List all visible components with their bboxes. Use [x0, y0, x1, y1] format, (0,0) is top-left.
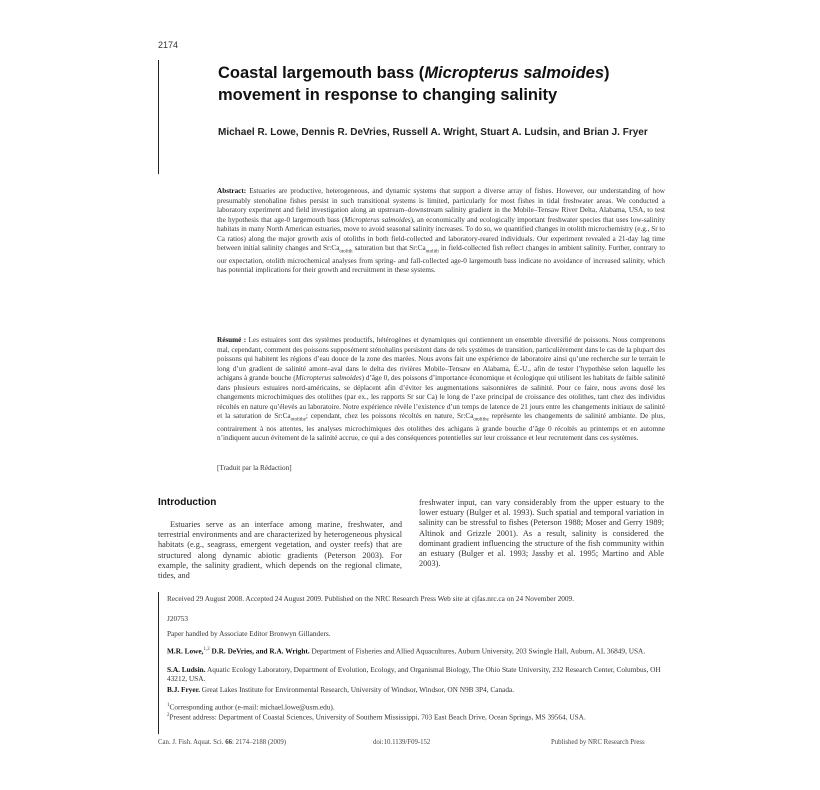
present-address — [167, 711, 665, 722]
manuscript-id: J20753 — [167, 614, 189, 623]
resume-sub-2: otolithe — [473, 417, 489, 423]
corr-sup: 1 — [167, 703, 170, 708]
title-species: Micropterus salmoides — [424, 64, 605, 82]
header-rule — [158, 60, 159, 174]
translation-note: [Traduit par la Rédaction] — [217, 464, 292, 472]
abstract-text-2: ), an economically and ecologically important freshwater species that uses low-salinity habitats in many North American estuaries, move to avoid seasonal salinity increases. To do so, we quantified changes in otolith microchemistry (e.g., Sr to Ca ratios) along the major growth axis of otoliths in both field-collected and laboratory-reared individuals. Our experiment revealed a 21-day lag time between initial salinity changes and Sr:Ca — [217, 215, 665, 252]
resume-text-4: représente les changements de salinité ambiante. De plus, contrairement à nos attentes, les analyses microchimiques des otolithes des achigans à grande bouche d’âge 0 récoltés au printemps et en automne n’indiquent aucun évitement de la salinité accrue, ce qui a des conséquences potentielles sur leur croissance et leur recrutement dans ces systèmes. — [217, 412, 665, 443]
present-sup: 2 — [167, 713, 170, 718]
journal-citation — [158, 739, 286, 746]
abstract-text-4: in field-collected fish reflect changes in ambient salinity. Further, contrary to our expectation, otolith microchemical analyses from spring- and fall-collected age-0 largemouth bass indicate no avoidance of increased salinity, which has potential implications for their growth and recruitment in these systems. — [217, 244, 665, 275]
aff2-text: Aquatic Ecology Laboratory, Department of Evolution, Ecology, and Organismal Biology, The Ohio State University, 232 Research Center, Columbus, OH 43212, USA. — [167, 665, 661, 684]
present-text: Present address: Department of Coastal Sciences, University of Southern Mississippi, 703 East Beach Drive, Ocean Springs, MS 39564, USA. — [169, 712, 586, 722]
author-list: Michael R. Lowe, Dennis R. DeVries, Russell A. Wright, Stuart A. Ludsin, and Brian J. Fryer — [218, 127, 648, 138]
received-dates: Received 29 August 2008. Accepted 24 August 2009. Published on the NRC Research Press Web site at cjfas.nrc.ca on 24 November 2009. — [167, 594, 575, 603]
aff1-sup: 1,2 — [203, 647, 210, 652]
page-number: 2174 — [158, 40, 179, 50]
resume-text-1: Les estuaires sont des systèmes productifs, hétérogènes et dynamiques qui contiennent un ensemble diversifié de poissons. Nous comprenons mal, cependant, comment des poissons supposément sténohalins persistent dans de tels systèmes de transition, particulièrement dans le cas de la plupart des poissons qui habitent les régions d’eau douce de la zone des marées. Nous avons fait une expérience de laboratoire ainsi qu’une recherche sur le terrain le long d’un gradient de salinité amont–aval dans le delta des rivières Mobile–Tensaw en Alabama, É.-U., afin de tester l’hypothèse selon laquelle les achigans à grande bouche ( — [217, 336, 665, 382]
journal-pages: : 2174–2188 (2009) — [232, 739, 287, 746]
abstract-text-3: saturation but that Sr:Ca — [352, 244, 426, 252]
corr-text: Corresponding author (e-mail: michael.lowe@usm.edu). — [169, 702, 335, 712]
abstract-french — [217, 336, 665, 444]
aff1-text: Department of Fisheries and Allied Aquacultures, Auburn University, 203 Swingle Hall, Auburn, AL 36849, USA. — [309, 646, 646, 656]
abstract-sub-1: otolith — [339, 249, 353, 255]
abstract-label: Abstract: — [217, 187, 247, 195]
paper-title — [218, 62, 688, 106]
abstract-english — [217, 187, 665, 276]
journal-volume: 66 — [225, 739, 233, 746]
affiliation-windsor — [167, 685, 665, 694]
resume-species: Micropterus salmoides — [295, 374, 362, 382]
doi: doi:10.1139/F09-152 — [373, 739, 431, 746]
aff1-names-2: D.R. DeVries, and R.A. Wright. — [209, 646, 310, 656]
section-heading-introduction: Introduction — [158, 497, 217, 508]
intro-column-left: Estuaries serve as an interface among marine, freshwater, and terrestrial environments and are characterized by heterogeneous physical habitats (e.g., seagrass, emergent vegetation, and oyster reefs) that are structured along dynamic abiotic gradients (Peterson 2003). For example, the salinity gradient, which depends on the regional climate, tides, and — [158, 520, 402, 581]
affiliation-auburn — [167, 645, 665, 656]
resume-label: Résumé : — [217, 336, 247, 344]
affiliation-ohio — [167, 665, 665, 684]
resume-text-3: ; cependant, chez les poissons récoltés en nature, Sr:Ca — [305, 412, 474, 420]
publisher: Published by NRC Research Press — [551, 739, 645, 746]
title-text-1: Coastal largemouth bass ( — [218, 64, 425, 82]
title-text-2: ) movement in response to changing salinity — [218, 64, 610, 104]
footnote-rule — [158, 592, 159, 734]
abstract-text-1: Estuaries are productive, heterogeneous, and dynamic systems that support a diverse array of fishes. However, our understanding of how presumably stenohaline fishes persist in such transitional systems is limited, particularly for most fishes in tidal freshwater areas. We conducted a laboratory experiment and field investigation along an upstream–downstream salinity gradient in the Mobile–Tensaw River Delta, Alabama, USA, to test the hypothesis that age-0 largemouth bass ( — [217, 187, 665, 224]
aff3-text: Great Lakes Institute for Environmental Research, University of Windsor, Windsor, ON N9B 3P4, Canada. — [199, 685, 515, 694]
aff1-names: M.R. Lowe, — [167, 646, 204, 656]
aff2-name: S.A. Ludsin. — [167, 665, 206, 674]
abstract-species: Micropterus salmoides — [344, 215, 411, 224]
handling-editor: Paper handled by Associate Editor Bronwyn Gillanders. — [167, 629, 331, 638]
resume-text-2: ) d’âge 0, des poissons d’importance économique et écologique qui utilisent les habitats de faible salinité dans plusieurs estuaires nord-américains, se déplacent afin d’éviter les augmentations saisonnières de salinité. Pour ce faire, nous avons dosé les changements microchimiques des otolithes (par ex., les rapports Sr sur Ca) le long de l’axe principal de croissance des otolithes, tant chez des individus récoltés en nature qu’élevés au laboratoire. Notre expérience révèle l’existence d’un temps de latence de 21 jours entre les changements initiaux de salinité et la saturation de Sr:Ca — [217, 374, 665, 420]
journal-name: Can. J. Fish. Aquat. Sci. — [158, 739, 226, 746]
resume-sub-1: otolithe — [290, 417, 306, 423]
aff3-name: B.J. Fryer. — [167, 685, 200, 694]
abstract-sub-2: otolith — [425, 249, 439, 255]
intro-column-right: freshwater input, can vary considerably from the upper estuary to the lower estuary (Bulger et al. 1993). Such spatial and temporal variation in salinity can be stressful to fishes (Peterson 1988; Moser and Gerry 1989; Altinok and Grizzle 2001). As a result, salinity is considered the dominant gradient influencing the structure of the fish community within an estuary (Bulger et al. 1993; Jassby et al. 1995; Martino and Able 2003). — [419, 498, 664, 569]
